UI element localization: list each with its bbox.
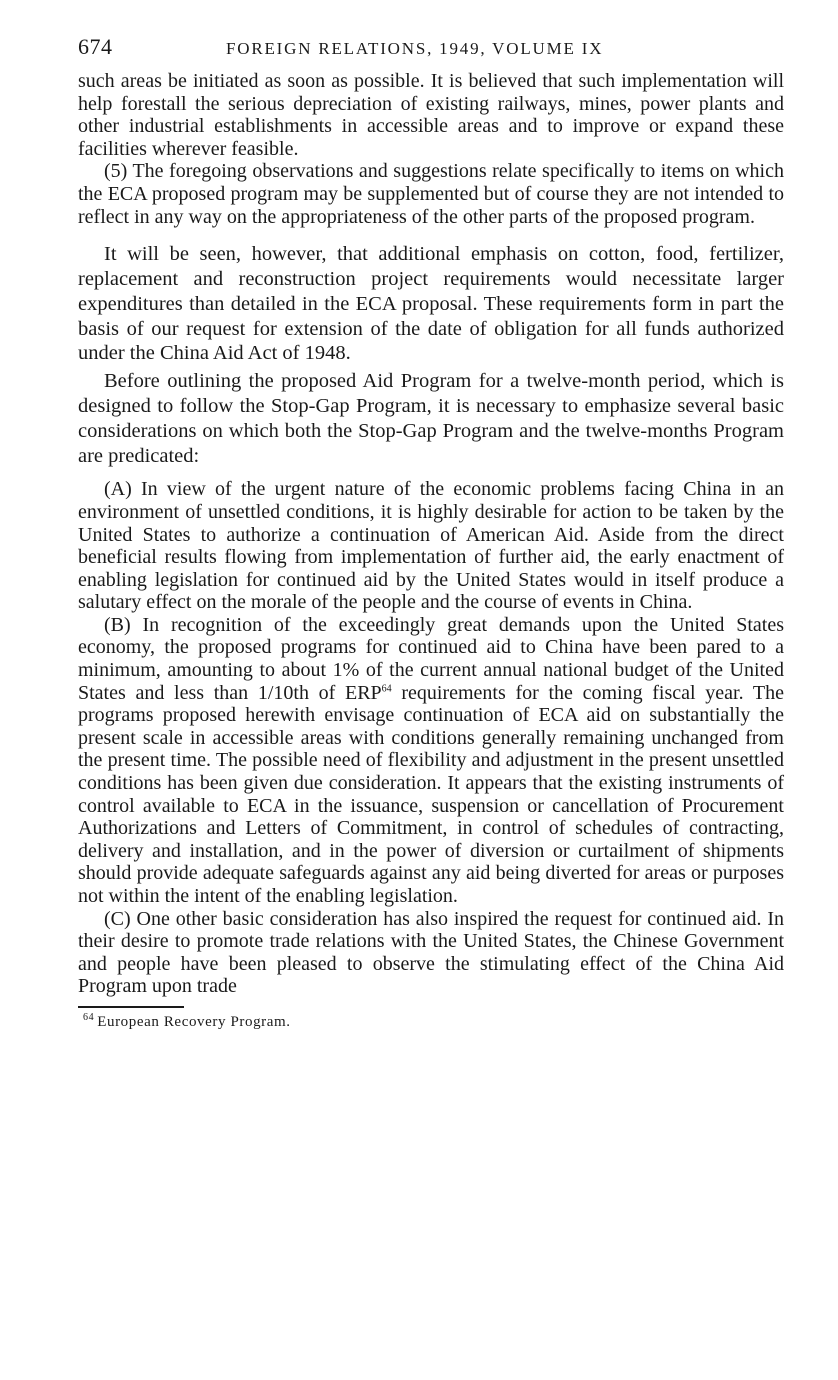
consideration-b-text-start: (B) In recognition of the exceedingly great demands upon the United States economy, the proposed programs for continued aid to China have been pared to a minimum, amounting to about 1% of the current annual national budget of the United States and less than 1/10th of ERP bbox=[78, 613, 784, 704]
footnote-marker: 64 bbox=[83, 1011, 95, 1023]
footnote bbox=[78, 1011, 784, 1031]
page-header bbox=[78, 34, 784, 70]
paragraph-consideration-c: (C) One other basic consideration has also inspired the request for continued aid. In their desire to promote trade relations with the United States, the Chinese Government and people have been pleased to observe the stimulating effect of the China Aid Program upon trade bbox=[78, 907, 784, 998]
paragraph-basic-considerations: Before outlining the proposed Aid Program for a twelve-month period, which is designed to follow the Stop-Gap Program, it is necessary to emphasize several basic considerations on which both the Stop-Gap Program and the twelve-months Program are predicated: bbox=[78, 370, 784, 467]
paragraph-additional-emphasis: It will be seen, however, that additional emphasis on cotton, food, fertilizer, replacement and reconstruction project requirements would necessitate larger expenditures than detailed in the ECA proposal. These requirements form in part the basis of our request for extension of the date of obligation for all funds authorized under the China Aid Act of 1948. bbox=[78, 243, 784, 365]
paragraph-continuation: such areas be initiated as soon as possible. It is believed that such implementation will help forestall the serious depreciation of existing railways, mines, power plants and other industrial establishments in accessible areas and to improve or expand these facilities wherever feasible. bbox=[78, 70, 784, 160]
page-number: 674 bbox=[78, 34, 113, 59]
paragraph-point-5: (5) The foregoing observations and suggestions relate specifically to items on which the ECA proposed program may be supplemented but of course they are not intended to reflect in any way on the appropriateness of the other parts of the proposed program. bbox=[78, 160, 784, 228]
footnote-divider bbox=[78, 1006, 184, 1008]
paragraph-consideration-a: (A) In view of the urgent nature of the economic problems facing China in an environment of unsettled conditions, it is highly desirable for action to be taken by the United States to authorize a continuation of American Aid. Aside from the direct beneficial results flowing from implementation of further aid, the early enactment of enabling legislation for continued aid by the United States would in itself produce a salutary effect on the morale of the people and the course of events in China. bbox=[78, 478, 784, 614]
paragraph-consideration-b bbox=[78, 614, 784, 908]
running-head: FOREIGN RELATIONS, 1949, VOLUME IX bbox=[226, 39, 604, 58]
consideration-b-text-end: requirements for the coming fiscal year. The programs proposed herewith envisage continuation of ECA aid on substantially the present scale in accessible areas with conditions generally remaining unchanged from the present time. The possible need of flexibility and adjustment in the present unsettled conditions has been given due consideration. It appears that the existing instruments of control available to ECA in the issuance, suspension or cancellation of Procurement Authorizations and Letters of Commitment, in control of schedules of contracting, delivery and installation, and in the power of diversion or curtailment of shipments should provide adequate safeguards against any aid being diverted for areas or purposes not within the intent of the enabling legislation. bbox=[78, 681, 784, 908]
footnote-reference[interactable]: 64 bbox=[381, 683, 392, 695]
document-page bbox=[78, 34, 784, 1031]
footnote-text: European Recovery Program. bbox=[97, 1013, 291, 1030]
